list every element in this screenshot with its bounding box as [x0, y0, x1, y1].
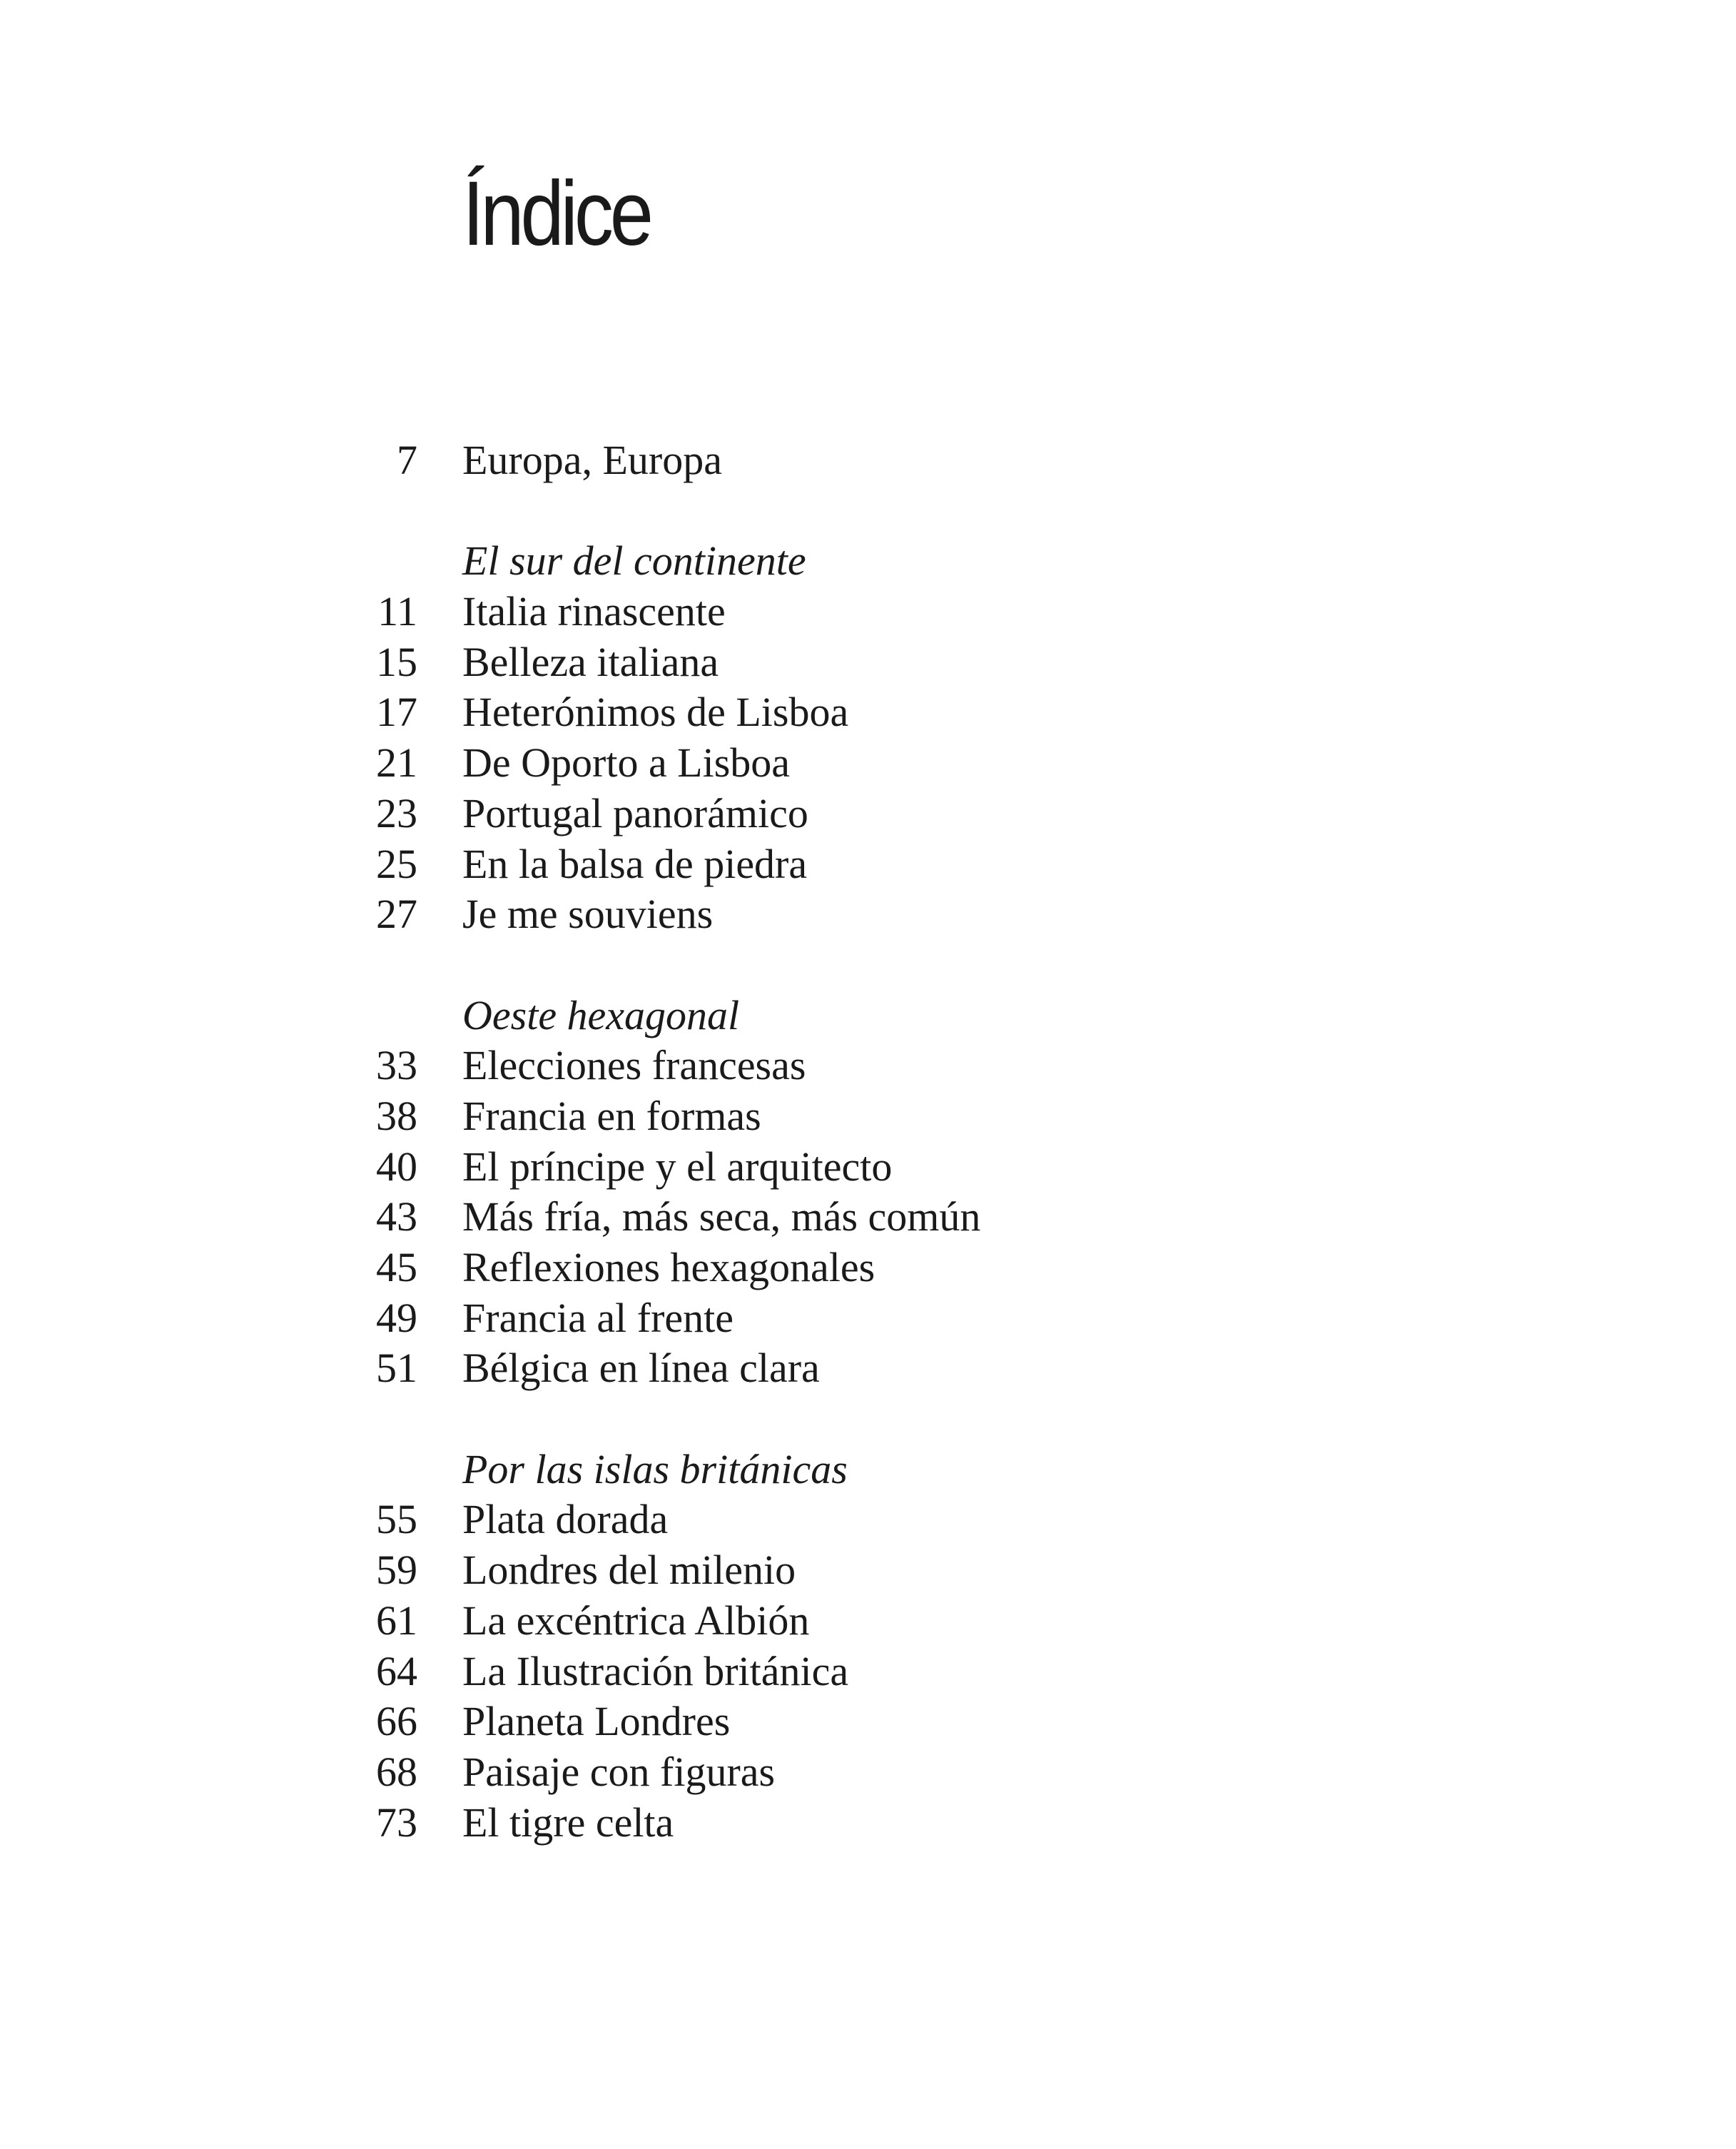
toc-page-number: 25	[376, 840, 417, 887]
toc-entry-title: Heterónimos de Lisboa	[462, 689, 849, 736]
toc-page-number: 43	[376, 1193, 417, 1240]
toc-entry[interactable]	[0, 738, 1736, 789]
toc-page-number: 45	[376, 1244, 417, 1290]
toc-section-heading: El sur del continente	[462, 537, 806, 585]
toc-entry-title: Europa, Europa	[462, 437, 722, 483]
toc-entry-title: Belleza italiana	[462, 638, 719, 685]
toc-entry-title: Portugal panorámico	[462, 789, 808, 836]
toc-entry[interactable]	[0, 1545, 1736, 1596]
toc-entry[interactable]	[0, 1091, 1736, 1142]
toc-entry[interactable]	[0, 1647, 1736, 1697]
toc-page-number: 61	[376, 1597, 417, 1644]
toc-page-number: 59	[376, 1547, 417, 1594]
toc-entry-title: Je me souviens	[462, 891, 714, 938]
toc-entry[interactable]	[0, 587, 1736, 637]
toc-entry[interactable]	[0, 1192, 1736, 1243]
toc-page-number: 27	[376, 891, 417, 938]
toc-entry-title: Paisaje con figuras	[462, 1748, 776, 1795]
toc-entry[interactable]	[0, 1142, 1736, 1193]
toc-section-oeste	[0, 991, 1736, 1395]
toc-entry-title: El príncipe y el arquitecto	[462, 1143, 893, 1190]
toc-entry[interactable]	[0, 687, 1736, 738]
table-of-contents	[0, 435, 1736, 1898]
toc-entry-title: Londres del milenio	[462, 1547, 796, 1594]
toc-entry[interactable]	[0, 789, 1736, 839]
toc-page-number: 11	[377, 588, 417, 635]
toc-entry-title: Francia al frente	[462, 1294, 734, 1341]
toc-entry-title: Más fría, más seca, más común	[462, 1193, 981, 1240]
toc-page-number: 64	[376, 1647, 417, 1694]
toc-entry[interactable]	[0, 1243, 1736, 1293]
toc-intro-section	[0, 435, 1736, 486]
toc-entry-title: Planeta Londres	[462, 1698, 731, 1745]
toc-entry-title: Bélgica en línea clara	[462, 1345, 820, 1392]
toc-entry[interactable]	[0, 839, 1736, 890]
toc-entry-title: Francia en formas	[462, 1092, 761, 1139]
toc-page-number: 51	[376, 1345, 417, 1392]
toc-entry-title: Elecciones francesas	[462, 1042, 806, 1089]
toc-entry[interactable]	[0, 435, 1736, 486]
toc-page-number: 55	[376, 1496, 417, 1543]
toc-entry-title: La Ilustración británica	[462, 1647, 849, 1694]
toc-entry-title: La excéntrica Albión	[462, 1597, 810, 1644]
toc-section-sur	[0, 536, 1736, 940]
toc-entry[interactable]	[0, 1596, 1736, 1647]
toc-entry[interactable]	[0, 1495, 1736, 1545]
toc-page-number: 73	[376, 1799, 417, 1846]
toc-page-number: 68	[376, 1748, 417, 1795]
toc-entry[interactable]	[0, 637, 1736, 688]
toc-entry[interactable]	[0, 1293, 1736, 1344]
toc-entry-title: En la balsa de piedra	[462, 840, 808, 887]
toc-page-number: 23	[376, 789, 417, 836]
toc-page-number: 17	[376, 689, 417, 736]
toc-entry-title: Plata dorada	[462, 1496, 669, 1543]
toc-section-heading: Oeste hexagonal	[462, 991, 740, 1038]
toc-entry[interactable]	[0, 1343, 1736, 1394]
toc-page-number: 40	[376, 1143, 417, 1190]
toc-section-islas	[0, 1445, 1736, 1849]
toc-page-number: 7	[397, 437, 417, 483]
toc-page-number: 49	[376, 1294, 417, 1341]
toc-page-number: 66	[376, 1698, 417, 1745]
page-title: Índice	[462, 163, 650, 265]
toc-entry-title: De Oporto a Lisboa	[462, 739, 791, 787]
toc-entry[interactable]	[0, 1697, 1736, 1747]
toc-entry-title: Reflexiones hexagonales	[462, 1244, 875, 1290]
toc-entry-title: El tigre celta	[462, 1799, 674, 1846]
toc-section-heading: Por las islas británicas	[462, 1445, 848, 1492]
toc-entry-title: Italia rinascente	[462, 588, 726, 635]
toc-entry[interactable]	[0, 889, 1736, 940]
toc-page-number: 33	[376, 1042, 417, 1089]
toc-page-number: 38	[376, 1092, 417, 1139]
toc-entry[interactable]	[0, 1798, 1736, 1849]
toc-page-number: 15	[376, 638, 417, 685]
toc-entry[interactable]	[0, 1747, 1736, 1798]
toc-page-number: 21	[376, 739, 417, 787]
toc-entry[interactable]	[0, 1041, 1736, 1091]
